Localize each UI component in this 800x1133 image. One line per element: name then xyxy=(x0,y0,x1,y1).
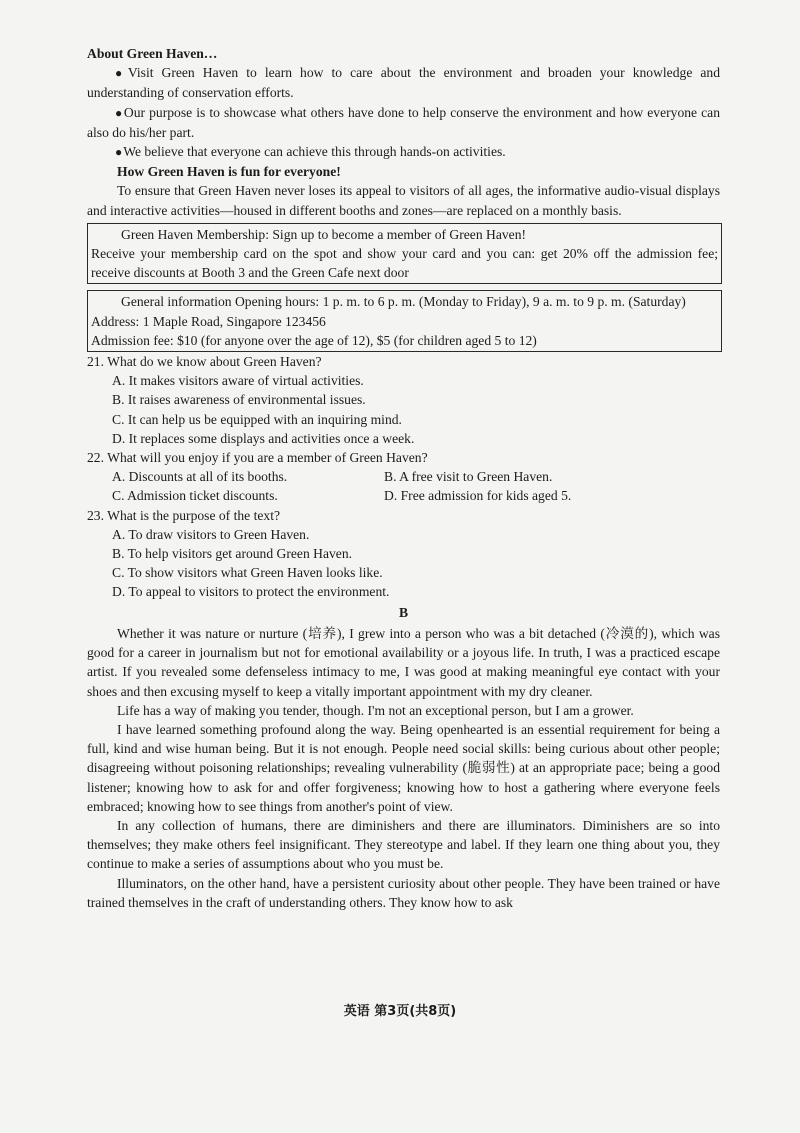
page-content xyxy=(87,44,720,912)
option-b: B. It raises awareness of environmental issues. xyxy=(112,392,366,408)
question-stem: 21. What do we know about Green Haven? xyxy=(87,354,322,370)
option-a: A. It makes visitors aware of virtual activities. xyxy=(112,373,364,389)
heading-fun: How Green Haven is fun for everyone! xyxy=(117,164,341,180)
option-b: B. To help visitors get around Green Haven. xyxy=(112,546,353,562)
question-23 xyxy=(87,506,720,602)
passage-b-paragraph-1: Whether it was nature or nurture (培养), I grew into a person who was a bit detached (冷漠的), which was good for a career in journalism but not for emotional availability or a joyous life. In truth, I was a practiced escape artist. If you revealed some defenseless intimacy to me, I was good at making meaningful eye contact with your shoes and then excusing myself to keep a vitally important appointment with my dry cleaner. xyxy=(87,625,720,699)
bullet-2: ● Our purpose is to showcase what others have done to help conserve the environment and how everyone can also do his/her part. xyxy=(87,103,720,142)
section-b-label: B xyxy=(398,604,409,620)
passage-b xyxy=(87,624,720,912)
info-box xyxy=(87,290,722,352)
options-row-ab xyxy=(87,467,720,486)
membership-line-1: Green Haven Membership: Sign up to become a member of Green Haven! xyxy=(121,226,527,242)
passage-b-paragraph-4: In any collection of humans, there are diminishers and there are illuminators. Diminishers are so into themselves; they make others feel insignificant. They stereotype and label. If they learn one thing about you, they continue to make a series of assumptions about who you must be. xyxy=(87,817,720,872)
heading-about: About Green Haven… xyxy=(87,46,218,61)
option-b: B. A free visit to Green Haven. xyxy=(384,469,553,485)
page-footer: 英语 第3页(共8页) xyxy=(343,1004,457,1019)
info-address: Address: 1 Maple Road, Singapore 123456 xyxy=(91,313,326,329)
passage-b-paragraph-5: Illuminators, on the other hand, have a persistent curiosity about other people. They have been trained or have trained themselves in the craft of understanding others. They know how to ask xyxy=(87,875,720,910)
question-stem: 22. What will you enjoy if you are a member of Green Haven? xyxy=(87,450,428,466)
option-a: A. To draw visitors to Green Haven. xyxy=(112,526,310,542)
info-fee: Admission fee: $10 (for anyone over the age of 12), $5 (for children aged 5 to 12) xyxy=(91,332,537,348)
question-21 xyxy=(87,352,720,448)
question-22 xyxy=(87,448,720,506)
question-stem: 23. What is the purpose of the text? xyxy=(87,507,281,523)
bullet-3: ● We believe that everyone can achieve this through hands-on activities. xyxy=(87,142,720,162)
passage-b-paragraph-3: I have learned something profound along the way. Being openhearted is an essential requirement for being a full, kind and wise human being. But it is not enough. People need social skills: being curious about other people; disagreeing without poisoning relationships; revealing vulnerability (脆弱性) at an appropriate pace; being a good listener; knowing how to ask for and offer forgiveness; knowing how to host a gathering where everyone feels embraced; knowing how to see things from another's point of view. xyxy=(87,721,720,814)
bullet-1: ● Visit Green Haven to learn how to care about the environment and broaden your knowledge and understanding of conservation efforts. xyxy=(87,63,720,102)
option-c: C. To show visitors what Green Haven looks like. xyxy=(112,565,383,581)
membership-line-2: Receive your membership card on the spot and show your card and you can: get 20% off the admission fee; receive discounts at Booth 3 and the Green Cafe next door xyxy=(91,246,718,281)
option-d: D. It replaces some displays and activities once a week. xyxy=(112,430,415,446)
info-hours: General information Opening hours: 1 p. m. to 6 p. m. (Monday to Friday), 9 a. m. to 9 p. m. (Saturday) xyxy=(121,294,686,310)
membership-box xyxy=(87,223,722,285)
passage-b-paragraph-2: Life has a way of making you tender, though. I'm not an exceptional person, but I am a grower. xyxy=(117,702,634,718)
option-c: C. It can help us be equipped with an inquiring mind. xyxy=(112,411,402,427)
option-d: D. Free admission for kids aged 5. xyxy=(384,488,572,504)
option-a: A. Discounts at all of its booths. xyxy=(112,469,288,485)
options-row-cd xyxy=(87,486,720,505)
option-d: D. To appeal to visitors to protect the environment. xyxy=(112,584,390,600)
option-c: C. Admission ticket discounts. xyxy=(112,488,278,504)
fun-paragraph: To ensure that Green Haven never loses its appeal to visitors of all ages, the informative audio-visual displays and interactive activities—housed in different booths and zones—are replaced on a monthly basis. xyxy=(87,183,720,218)
